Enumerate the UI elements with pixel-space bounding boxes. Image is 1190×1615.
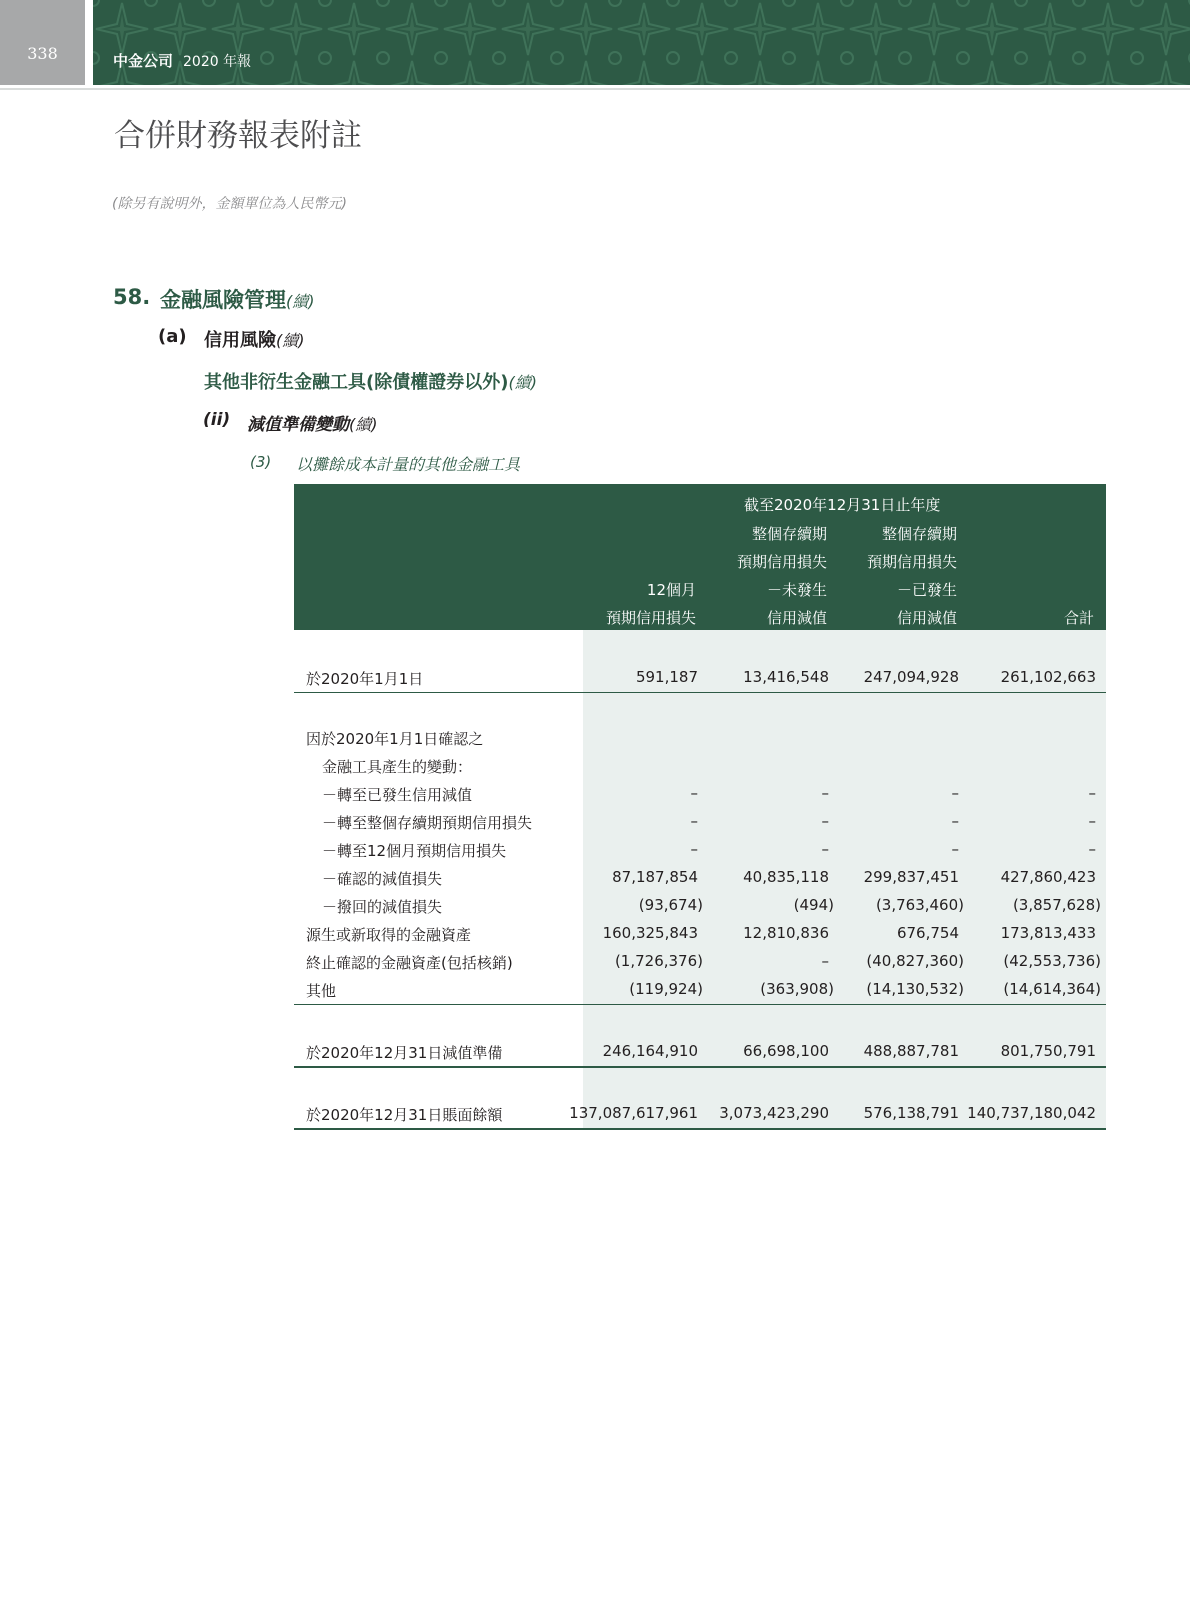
cell: 140,737,180,042: [967, 1104, 1096, 1122]
heading-5-label: (3): [250, 453, 272, 471]
row-divider: [294, 1128, 1106, 1130]
table-body: [294, 630, 1106, 1280]
col2-line3: －未發生: [766, 581, 827, 599]
cell: (3,857,628): [1012, 896, 1101, 914]
row-divider: [294, 692, 1106, 693]
cell: (14,614,364): [1003, 980, 1101, 998]
cell: –: [1088, 840, 1096, 858]
page-number: 338: [27, 44, 58, 63]
heading-5: 以攤餘成本計量的其他金融工具: [296, 455, 521, 474]
cell: –: [821, 812, 829, 830]
cell: 299,837,451: [863, 868, 959, 886]
col3-line1: 整個存續期: [881, 525, 957, 543]
cell: –: [951, 812, 959, 830]
cell: (3,763,460): [875, 896, 964, 914]
cell: 12,810,836: [743, 924, 829, 942]
report-name: 2020 年報: [183, 54, 252, 70]
cell: –: [821, 952, 829, 970]
cell: 160,325,843: [602, 924, 698, 942]
cell: (494): [793, 896, 834, 914]
cell: 247,094,928: [863, 668, 959, 686]
cell: –: [690, 840, 698, 858]
col1-line2: 預期信用損失: [605, 609, 696, 627]
row-label: －轉至12個月預期信用損失: [322, 842, 507, 860]
heading-4-label: (ii): [203, 410, 231, 430]
table-row-carrying: [294, 1104, 1106, 1126]
col3-line3: －已發生: [896, 581, 957, 599]
subsection-title: [204, 326, 305, 352]
cell: 66,698,100: [743, 1042, 829, 1060]
table-row-opening: [294, 668, 1106, 690]
cell: (1,726,376): [614, 952, 703, 970]
cell: –: [690, 784, 698, 802]
company-name: 中金公司: [113, 52, 174, 70]
cell: –: [951, 784, 959, 802]
row-label: 源生或新取得的金融資產: [306, 926, 472, 944]
page-number-box: [0, 0, 85, 85]
cell: (119,924): [629, 980, 703, 998]
cell: (363,908): [760, 980, 834, 998]
table-row: [294, 868, 1106, 890]
row-label: 於2020年1月1日: [306, 670, 424, 688]
col2-line1: 整個存續期: [751, 525, 827, 543]
cell: –: [821, 840, 829, 858]
table-row: [294, 952, 1106, 974]
row-label: 金融工具產生的變動：: [322, 758, 473, 776]
table-row: [294, 784, 1106, 806]
subsection-title-text: 信用風險: [204, 330, 276, 351]
header-rule: [0, 88, 1190, 90]
cell: –: [1088, 784, 1096, 802]
col3-line2: 預期信用損失: [866, 553, 957, 571]
table-row-intro-1: [294, 728, 1106, 750]
section-number: 58.: [113, 285, 151, 309]
heading-3-text: 其他非衍生金融工具(除債權證券以外): [204, 372, 509, 393]
col1-line1: 12個月: [646, 581, 696, 599]
row-divider: [294, 1004, 1106, 1005]
impairment-table: [294, 484, 1106, 1280]
period-header: 截至2020年12月31日止年度: [744, 496, 941, 514]
section-title-text: 金融風險管理: [160, 288, 286, 312]
cell: 3,073,423,290: [719, 1104, 829, 1122]
cell: 427,860,423: [1000, 868, 1096, 886]
cell: –: [1088, 812, 1096, 830]
unit-note: (除另有說明外，金額單位為人民幣元): [112, 196, 347, 212]
cell: (42,553,736): [1003, 952, 1101, 970]
header-title: [113, 50, 251, 71]
cell: 137,087,617,961: [569, 1104, 698, 1122]
subsection-cont: (續): [276, 331, 305, 350]
row-label: 於2020年12月31日減值準備: [306, 1044, 503, 1062]
cell: –: [951, 840, 959, 858]
subsection-label: (a): [158, 326, 187, 347]
row-label: 於2020年12月31日賬面餘額: [306, 1106, 503, 1124]
section-title: [160, 284, 315, 314]
cell: (93,674): [638, 896, 703, 914]
table-row: [294, 840, 1106, 862]
cell: 576,138,791: [863, 1104, 959, 1122]
heading-3: [204, 368, 537, 394]
col4-header: 合計: [1063, 609, 1094, 627]
row-divider: [294, 1066, 1106, 1068]
col2-line4: 信用減值: [766, 609, 827, 627]
row-label: 其他: [306, 982, 337, 1000]
cell: 87,187,854: [612, 868, 698, 886]
cell: (40,827,360): [866, 952, 964, 970]
table-header: [294, 484, 1106, 630]
section-cont: (續): [286, 292, 315, 311]
heading-4: [247, 410, 378, 435]
row-label: －轉至已發生信用減值: [322, 786, 473, 804]
heading-4-text: 減值準備變動: [247, 415, 349, 435]
cell: (14,130,532): [866, 980, 964, 998]
cell: 173,813,433: [1000, 924, 1096, 942]
banner-pattern: [93, 0, 1190, 85]
cell: 261,102,663: [1000, 668, 1096, 686]
cell: 801,750,791: [1000, 1042, 1096, 1060]
cell: 676,754: [896, 924, 959, 942]
heading-3-cont: (續): [508, 373, 537, 392]
row-label: －確認的減值損失: [322, 870, 443, 888]
cell: 488,887,781: [863, 1042, 959, 1060]
cell: 591,187: [635, 668, 698, 686]
col3-line4: 信用減值: [896, 609, 957, 627]
row-label: －撥回的減值損失: [322, 898, 443, 916]
cell: 246,164,910: [602, 1042, 698, 1060]
cell: 13,416,548: [743, 668, 829, 686]
table-row-intro-2: [294, 756, 1106, 778]
heading-4-cont: (續): [349, 415, 378, 434]
table-row: [294, 924, 1106, 946]
table-row: [294, 896, 1106, 918]
cell: –: [690, 812, 698, 830]
cell: –: [821, 784, 829, 802]
page-title: 合併財務報表附註: [114, 118, 362, 154]
row-label: －轉至整個存續期預期信用損失: [322, 814, 533, 832]
table-row-closing: [294, 1042, 1106, 1064]
header-banner: [93, 0, 1190, 85]
row-label: 終止確認的金融資產(包括核銷): [306, 954, 513, 972]
col2-line2: 預期信用損失: [736, 553, 827, 571]
table-row: [294, 980, 1106, 1002]
table-row: [294, 812, 1106, 834]
cell: 40,835,118: [743, 868, 829, 886]
row-label: 因於2020年1月1日確認之: [306, 730, 484, 748]
